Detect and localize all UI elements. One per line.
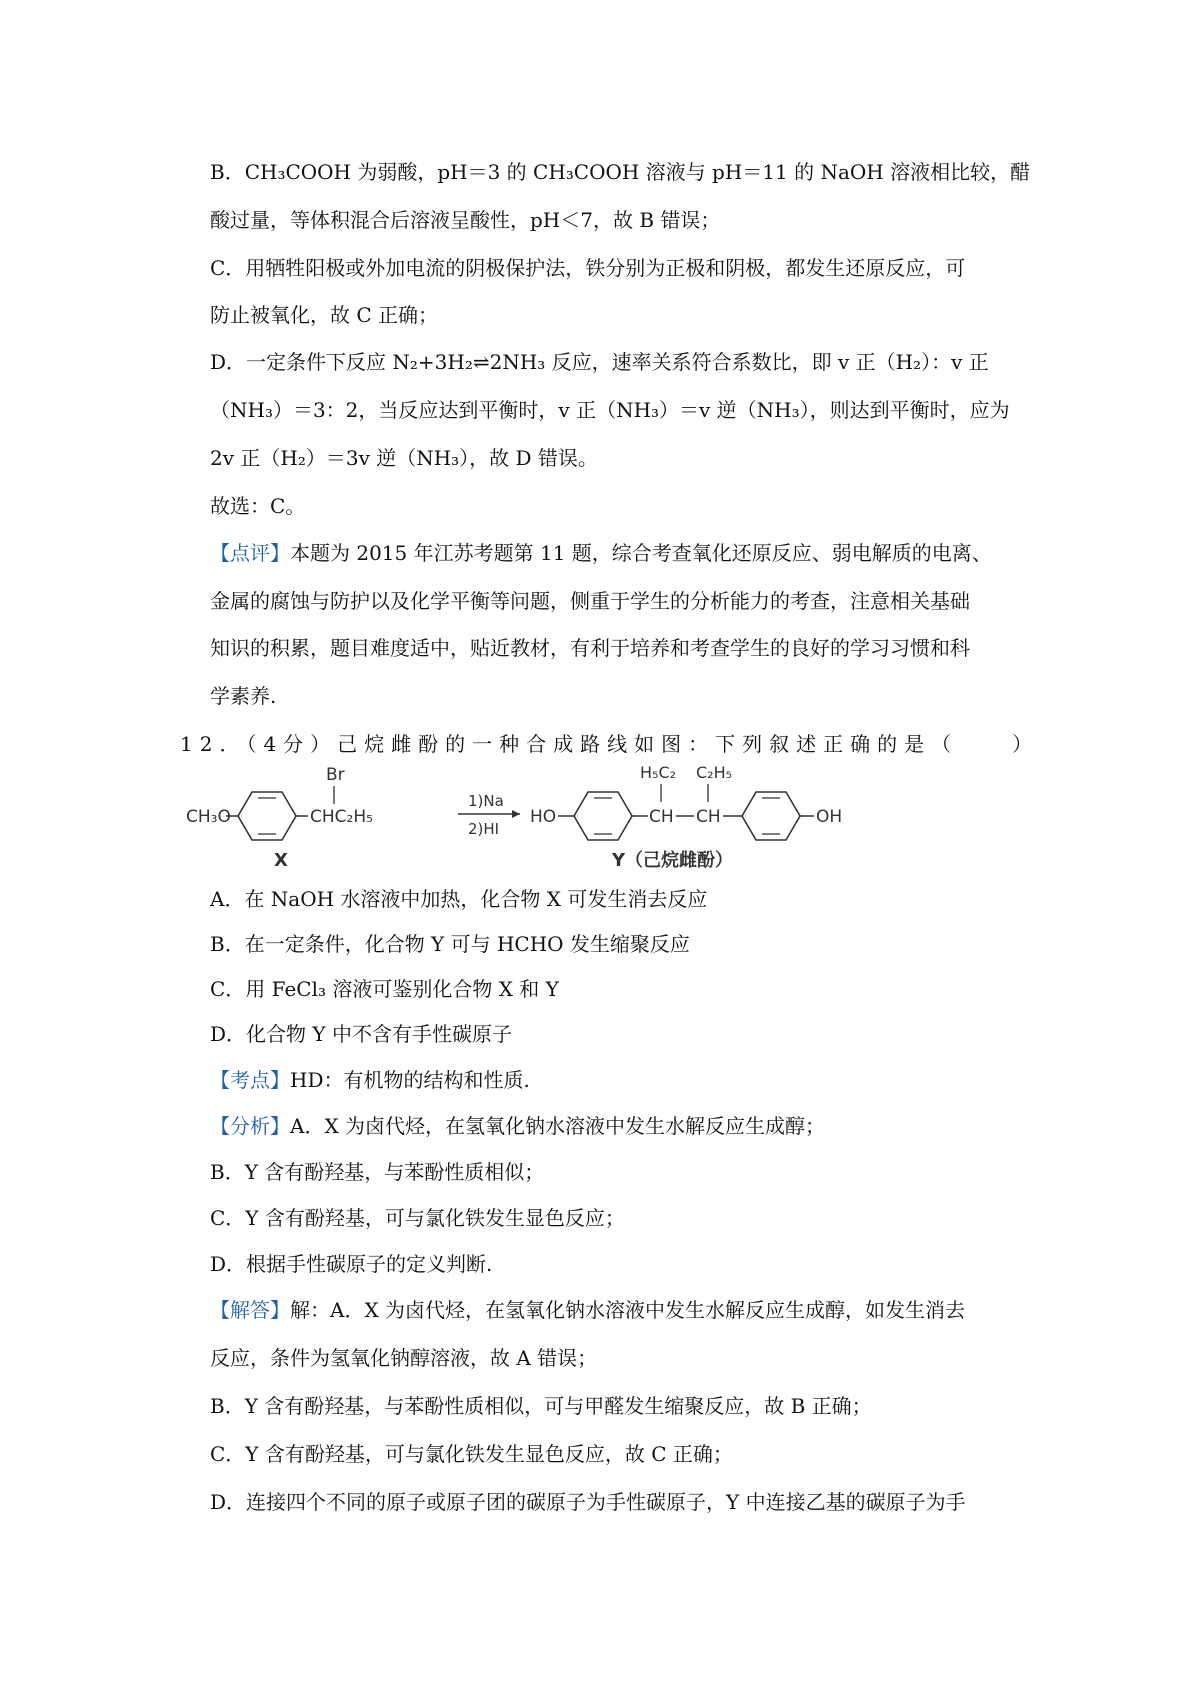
hydroxyl-left-label: HO	[530, 807, 557, 827]
hydroxyl-right-label: OH	[816, 807, 843, 827]
review-line: 学素养.	[210, 684, 277, 708]
kaodian-text: HD：有机物的结构和性质.	[290, 1068, 530, 1092]
fenxi-paragraph	[210, 1112, 1030, 1140]
compound-y-label: Y（己烷雌酚）	[612, 850, 734, 871]
ethyl-right-label: C₂H₅	[696, 763, 733, 782]
review-line: 知识的积累，题目难度适中，贴近教材，有利于培养和考查学生的良好的学习习惯和科	[210, 636, 970, 660]
option-a: A．在 NaOH 水溶液中加热，化合物 X 可发生消去反应	[210, 887, 708, 911]
jieda-text: 解：A．X 为卤代烃，在氢氧化钠水溶液中发生水解反应生成醇，如发生消去	[290, 1298, 966, 1322]
kaodian-tag: 【考点】	[210, 1068, 290, 1092]
reagent-2-label: 2)HI	[468, 820, 500, 838]
synthesis-route-diagram	[186, 762, 906, 874]
benzene-ring-x	[238, 792, 296, 840]
review-line: 金属的腐蚀与防护以及化学平衡等问题，侧重于学生的分析能力的考查，注意相关基础	[210, 589, 970, 613]
answer-line: 故选：C。	[210, 494, 306, 518]
jieda-paragraph	[210, 1296, 1030, 1324]
jieda-line: B．Y 含有酚羟基，与苯酚性质相似，可与甲醛发生缩聚反应，故 B 正确；	[210, 1394, 872, 1418]
jieda-line: D．连接四个不同的原子或原子团的碳原子为手性碳原子，Y 中连接乙基的碳原子为手	[210, 1490, 966, 1514]
analysis-line: （NH₃）＝3：2，当反应达到平衡时，v 正（NH₃）＝v 逆（NH₃），则达到平衡时，应为	[210, 398, 1010, 422]
benzene-ring-y-right	[742, 792, 800, 840]
option-c: C．用 FeCl₃ 溶液可鉴别化合物 X 和 Y	[210, 977, 559, 1001]
ch-left-label: CH	[649, 807, 674, 827]
fenxi-text: A．X 为卤代烃，在氢氧化钠水溶液中发生水解反应生成醇；	[290, 1114, 826, 1138]
reagent-1-label: 1)Na	[468, 792, 504, 810]
option-d: D．化合物 Y 中不含有手性碳原子	[210, 1022, 512, 1046]
fenxi-line: B．Y 含有酚羟基，与苯酚性质相似；	[210, 1160, 545, 1184]
analysis-line: B．CH₃COOH 为弱酸，pH＝3 的 CH₃COOH 溶液与 pH＝11 的 NaOH 溶液相比较，醋	[210, 160, 1031, 184]
analysis-line: D．一定条件下反应 N₂+3H₂⇌2NH₃ 反应，速率关系符合系数比，即 v 正（H₂）：v 正	[210, 350, 989, 374]
kaodian-paragraph	[210, 1066, 1030, 1094]
methoxy-label: CH₃O	[186, 807, 231, 827]
benzene-ring-y-left	[574, 792, 632, 840]
option-b: B．在一定条件，化合物 Y 可与 HCHO 发生缩聚反应	[210, 932, 690, 956]
analysis-line: 防止被氧化，故 C 正确；	[210, 303, 439, 327]
review-tag: 【点评】	[210, 541, 290, 565]
jieda-tag: 【解答】	[210, 1298, 290, 1322]
analysis-line: C．用牺牲阳极或外加电流的阴极保护法，铁分别为正极和阴极，都发生还原反应，可	[210, 256, 966, 280]
jieda-line: C．Y 含有酚羟基，可与氯化铁发生显色反应，故 C 正确；	[210, 1442, 733, 1466]
fenxi-line: D．根据手性碳原子的定义判断.	[210, 1252, 493, 1276]
question-stem: 12．（4分）己烷雌酚的一种合成路线如图：下列叙述正确的是（ ）	[180, 732, 1040, 756]
bromine-label: Br	[326, 765, 345, 785]
analysis-line: 酸过量，等体积混合后溶液呈酸性，pH＜7，故 B 错误；	[210, 208, 721, 232]
fenxi-line: C．Y 含有酚羟基，可与氯化铁发生显色反应；	[210, 1206, 625, 1230]
x-chain-label: CHC₂H₅	[310, 807, 373, 827]
review-text: 本题为 2015 年江苏考题第 11 题，综合考查氧化还原反应、弱电解质的电离、	[290, 541, 992, 565]
compound-x-label: X	[274, 850, 288, 871]
analysis-line: 2v 正（H₂）＝3v 逆（NH₃），故 D 错误。	[210, 446, 598, 470]
jieda-line: 反应，条件为氢氧化钠醇溶液，故 A 错误；	[210, 1346, 598, 1370]
review-paragraph	[210, 539, 1030, 567]
fenxi-tag: 【分析】	[210, 1114, 290, 1138]
ch-right-label: CH	[696, 807, 721, 827]
ethyl-left-label: H₅C₂	[640, 763, 677, 782]
